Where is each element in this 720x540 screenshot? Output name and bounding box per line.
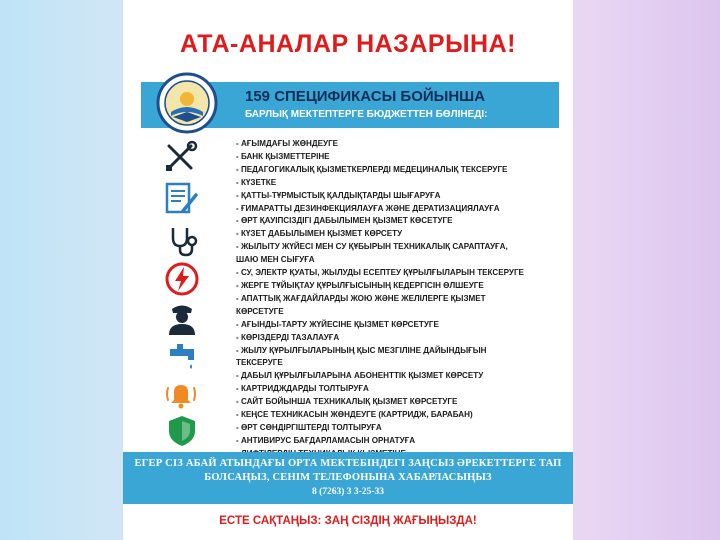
list-item: - КАРТРИДЖДАРДЫ ТОЛТЫРУҒА (236, 384, 369, 394)
school-emblem-icon (151, 72, 223, 134)
alarm-bell-icon (163, 378, 199, 410)
hotline-phone: 8 (7263) 3 3-25-33 (311, 487, 385, 497)
service-list (236, 138, 566, 461)
announcement-poster (123, 0, 573, 540)
list-item: - КЕҢСЕ ТЕХНИКАСЫН ЖӨНДЕУГЕ (КАРТРИДЖ, БАРАБАН) (236, 410, 473, 420)
list-item: - ЖЫЛЫТУ ЖҮЙЕСІ МЕН СУ ҚҰБЫРЫН ТЕХНИКАЛЫҚ САРАПТАУҒА, (236, 242, 508, 252)
document-pen-icon (163, 181, 199, 217)
list-item: - СУ, ЭЛЕКТР ҚУАТЫ, ЖЫЛУДЫ ЕСЕПТЕУ ҚҰРЫЛҒЫЛАРЫН ТЕКСЕРУГЕ (236, 268, 524, 278)
electric-hazard-icon (165, 262, 199, 296)
hotline-band (123, 452, 573, 504)
list-item: - ЖЕРГЕ ТҰЙЫҚТАУ ҚҰРЫЛҒЫСЫНЫҢ КЕДЕРГІСІН ӨЛШЕУГЕ (236, 280, 484, 290)
list-item: - КӨРІЗДЕРДІ ТАЗАЛАУҒА (236, 332, 340, 342)
list-item: - САЙТ БОЙЫНША ТЕХНИКАЛЫҚ ҚЫЗМЕТ КӨРСЕТУГЕ (236, 397, 458, 407)
hotline-text-line2: БОЛСАҢЫЗ, СЕНІМ ТЕЛЕФОНЫНА ХАБАРЛАСЫҢЫЗ (204, 472, 492, 483)
list-item: - ЖЫЛУ ҚҰРЫЛҒЫЛАРЫНЫҢ ҚЫС МЕЗГІЛІНЕ ДАЙЫНДЫҒЫН (236, 345, 487, 355)
spec-band-subtitle: БАРЛЫҚ МЕКТЕПТЕРГЕ БЮДЖЕТТЕН БӨЛІНЕДІ: (245, 109, 488, 120)
list-item: КӨРСЕТУГЕ (236, 306, 284, 316)
list-item: - ҒИМАРАТТЫ ДЕЗИНФЕКЦИЯЛАУҒА ЖӘНЕ ДЕРАТИЗАЦИЯЛАУҒА (236, 203, 500, 213)
list-item: - АҒЫМДАҒЫ ЖӨНДЕУГЕ (236, 139, 339, 148)
list-item: ТЕКСЕРУГЕ (236, 358, 283, 368)
stethoscope-icon (165, 224, 199, 258)
bottom-note: ЕСТЕ САҚТАҢЫЗ: ЗАҢ СІЗДІҢ ЖАҒЫҢЫЗДА! (219, 515, 477, 527)
list-item: - БАНК ҚЫЗМЕТТЕРІНЕ (236, 151, 330, 161)
list-item: - АНТИВИРУС БАҒДАРЛАМАСЫН ОРНАТУҒА (236, 435, 416, 445)
security-guard-icon (165, 300, 199, 336)
list-item: - АПАТТЫҚ ЖАҒДАЙЛАРДЫ ЖОЮ ЖӘНЕ ЖЕЛІЛЕРГЕ ҚЫЗМЕТ (236, 293, 486, 303)
shield-icon (165, 414, 199, 448)
list-item: ШАЮ МЕН СЫҒУҒА (236, 255, 315, 265)
list-item: - ҚАТТЫ-ТҰРМЫСТЫҚ ҚАЛДЫҚТАРДЫ ШЫҒАРУҒА (236, 190, 441, 200)
list-item: - ПЕДАГОГИКАЛЫҚ ҚЫЗМЕТКЕРЛЕРДІ МЕДЕЦИНАЛЫҚ ТЕКСЕРУГЕ (236, 164, 508, 174)
list-item: - ӨРТ ҚАУІПСІЗДІГІ ДАБЫЛЫМЕН ҚЫЗМЕТ КӨСЕТУГЕ (236, 216, 453, 226)
list-item: - ДАБЫЛ ҚҰРЫЛҒЫЛАРЫНА АБОНЕНТТІК ҚЫЗМЕТ КӨРСЕТУ (236, 371, 484, 381)
list-item: - АҒЫНДЫ-ТАРТУ ЖҮЙЕСІНЕ ҚЫЗМЕТ КӨРСЕТУГЕ (236, 319, 439, 329)
water-tap-icon (167, 340, 199, 372)
list-item: - ӨРТ СӨНДІРГІШТЕРДІ ТОЛТЫРУҒА (236, 422, 382, 432)
spec-band-title: 159 СПЕЦИФИКАСЫ БОЙЫНША (245, 88, 486, 105)
list-item: - КҮЗЕТ ДАБЫЛЫМЕН ҚЫЗМЕТ КӨРСЕТУ (236, 229, 403, 239)
hotline-text-line1: ЕГЕР СІЗ АБАЙ АТЫНДАҒЫ ОРТА МЕКТЕБІНДЕГІ ЗАҢСЫЗ ӘРЕКЕТТЕРГЕ ТАП (134, 458, 562, 469)
list-item: - КҮЗЕТКЕ (236, 177, 277, 187)
wrench-screwdriver-icon (163, 140, 199, 174)
poster-title: АТА-АНАЛАР НАЗАРЫНА! (180, 30, 516, 58)
